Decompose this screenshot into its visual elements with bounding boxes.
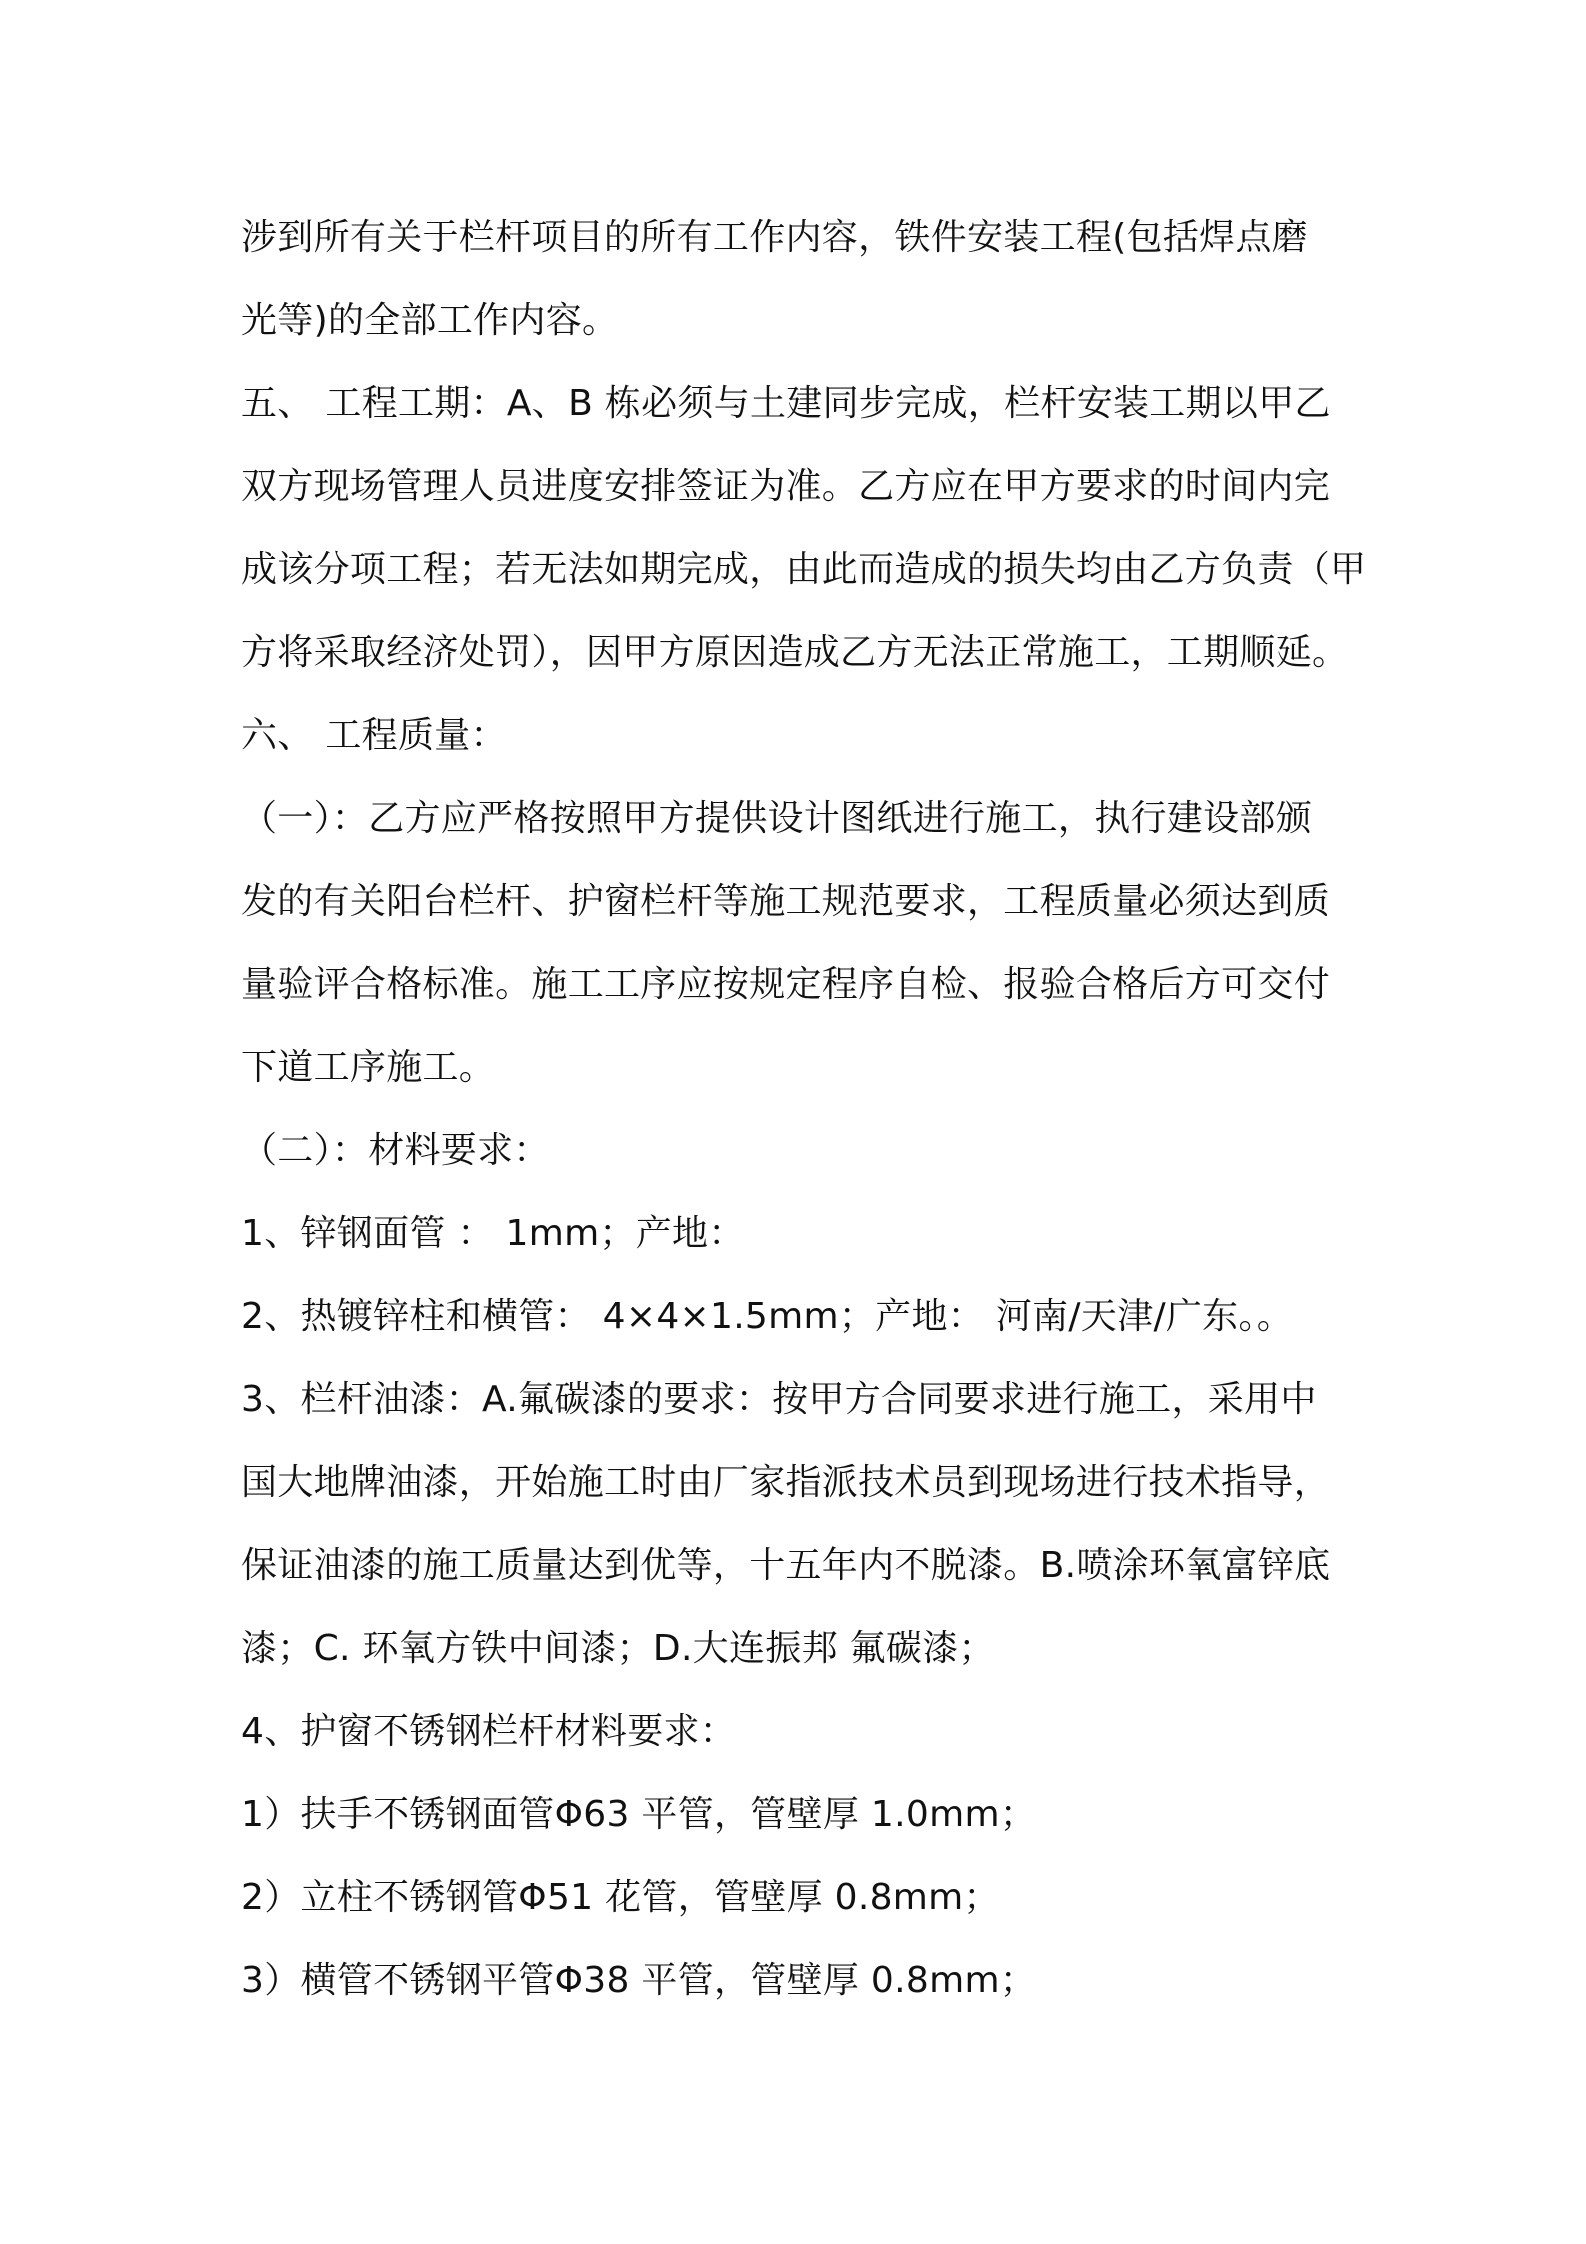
section-5-heading-line: 五、 工程工期：A、B 栋必须与土建同步完成，栏杆安装工期以甲乙 <box>241 383 1331 424</box>
material-item-2: 2、热镀锌柱和横管： 4×4×1.5mm；产地： 河南/天津/广东。。 <box>241 1296 1294 1337</box>
material-item-4: 4、护窗不锈钢栏杆材料要求： <box>241 1711 737 1752</box>
subsection-1-line: （一）：乙方应严格按照甲方提供设计图纸进行施工，执行建设部颁 <box>241 798 1313 839</box>
document-body <box>241 196 1366 2022</box>
subsection-2-heading: （二）：材料要求： <box>241 1130 550 1171</box>
text-line-1: 涉到所有关于栏杆项目的所有工作内容，铁件安装工程(包括焊点磨 <box>241 217 1309 258</box>
material-item-3: 3、栏杆油漆：A.氟碳漆的要求：按甲方合同要求进行施工，采用中 <box>241 1379 1317 1420</box>
text-line-4: 双方现场管理人员进度安排签证为准。乙方应在甲方要求的时间内完 <box>241 466 1331 507</box>
text-line-10: 量验评合格标准。施工工序应按规定程序自检、报验合格后方可交付 <box>241 964 1331 1005</box>
spec-item-2: 2）立柱不锈钢管Φ51 花管，管壁厚 0.8mm； <box>241 1877 1000 1918</box>
text-line-18: 漆；C. 环氧方铁中间漆；D.大连振邦 氟碳漆； <box>241 1628 995 1669</box>
text-line-9: 发的有关阳台栏杆、护窗栏杆等施工规范要求，工程质量必须达到质 <box>241 881 1331 922</box>
spec-item-3: 3）横管不锈钢平管Φ38 平管，管壁厚 0.8mm； <box>241 1960 1037 2001</box>
text-line-17: 保证油漆的施工质量达到优等，十五年内不脱漆。B.喷涂环氧富锌底 <box>241 1545 1331 1586</box>
text-line-5: 成该分项工程；若无法如期完成，由此而造成的损失均由乙方负责（甲 <box>241 549 1367 590</box>
text-line-11: 下道工序施工。 <box>241 1047 496 1088</box>
material-item-1: 1、锌钢面管 ： 1mm；产地： <box>241 1213 745 1254</box>
spec-item-1: 1）扶手不锈钢面管Φ63 平管，管壁厚 1.0mm； <box>241 1794 1037 1835</box>
text-line-16: 国大地牌油漆，开始施工时由厂家指派技术员到现场进行技术指导， <box>241 1462 1331 1503</box>
text-line-6: 方将采取经济处罚），因甲方原因造成乙方无法正常施工，工期顺延。 <box>241 632 1349 673</box>
section-6-heading: 六、 工程质量： <box>241 715 507 756</box>
text-line-2: 光等)的全部工作内容。 <box>241 300 619 341</box>
